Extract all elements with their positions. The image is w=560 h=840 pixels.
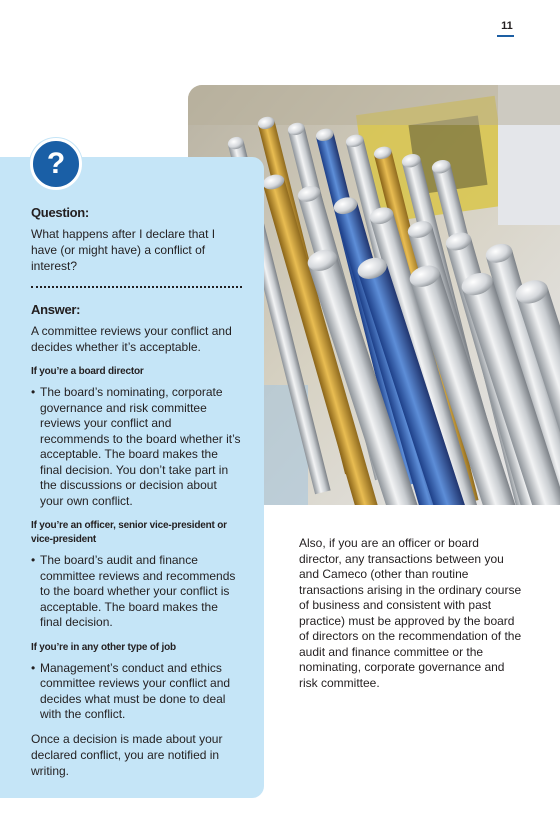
bullet-board-director xyxy=(31,385,242,509)
bullet-icon: • xyxy=(31,553,36,567)
bullet-text: The board’s nominating, corporate governance and risk committee reviews your conflict and recommends to the board whether it’s acceptable. The board makes the final decision. You don’t take part in the discussions or decision about your own conflict. xyxy=(40,385,241,508)
page-number-underline xyxy=(497,35,514,37)
transactions-paragraph: Also, if you are an officer or board director, any transactions between you and Cameco (other than routine transactions arising in the ordinary course of business and consistent with past practice) must be approved by the board of directors on the recommendation of the audit and finance committee or the nominating, corporate governance and risk committee. xyxy=(299,536,522,690)
qa-panel xyxy=(0,157,264,798)
subhead-other-job: If you’re in any other type of job xyxy=(31,641,176,653)
answer-closing: Once a decision is made about your declared conflict, you are notified in writing. xyxy=(31,731,223,778)
answer-heading: Answer: xyxy=(31,302,81,317)
question-mark-icon: ? xyxy=(30,138,82,190)
question-text: What happens after I declare that I have (or might have) a conflict of interest? xyxy=(31,227,216,273)
bullet-text: Management’s conduct and ethics committee reviews your conflict and decides what must be done to deal with the conflict. xyxy=(40,660,231,721)
question-heading: Question: xyxy=(31,205,89,220)
dotted-divider xyxy=(31,286,242,288)
bullet-icon: • xyxy=(31,385,36,399)
bullet-officer xyxy=(31,553,242,631)
bullet-icon: • xyxy=(31,660,36,675)
subhead-board-director: If you’re a board director xyxy=(31,366,144,377)
bullet-other-job xyxy=(31,661,242,723)
page-number: 11 xyxy=(501,20,513,32)
answer-intro: A committee reviews your conflict and decides whether it’s acceptable. xyxy=(31,324,232,354)
bullet-text: The board’s audit and finance committee reviews and recommends to the board whether your conflict is acceptable. The board makes the final decision. xyxy=(40,553,236,629)
subhead-officer: If you’re an officer, senior vice-president or vice-president xyxy=(31,520,227,545)
